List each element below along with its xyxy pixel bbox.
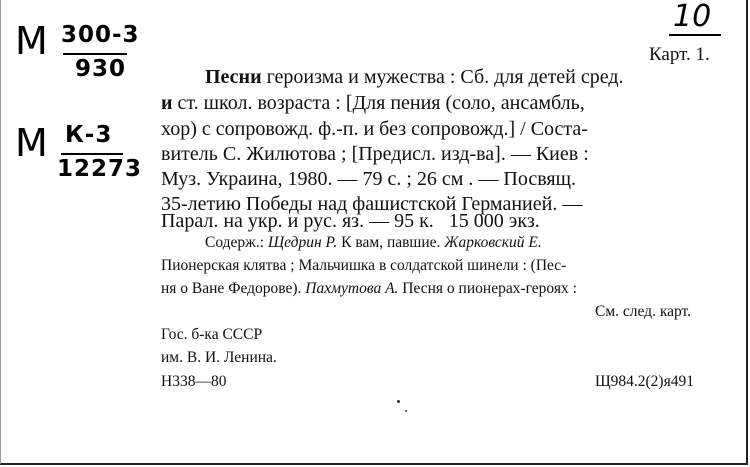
shelf-letter-2: М xyxy=(15,121,48,165)
library-line-2: им. В. И. Ленина. xyxy=(161,349,277,366)
contents-line-3 xyxy=(161,280,577,298)
library-line-1: Гос. б-ка СССР xyxy=(161,326,263,343)
entry-line-2-bold: и xyxy=(161,92,173,114)
fraction-line-1 xyxy=(63,53,127,55)
card-code: Н338—80 xyxy=(161,373,227,390)
entry-line-6: 35-летию Победы над фашистской Германией. — xyxy=(161,193,583,215)
entry-line-5: Муз. Украина, 1980. — 79 с. ; 26 см . — Посвящ. xyxy=(161,168,577,190)
entry-line-3: хор) с сопровожд. ф.-п. и без сопровожд.] / Соста- xyxy=(161,118,588,140)
contents-line-1 xyxy=(205,234,542,252)
card-label: Карт. 1. xyxy=(649,44,710,65)
shelf-code-bottom-1: 930 xyxy=(75,56,127,82)
contents-line-2: Пионерская клятва ; Мальчишка в солдатской шинели : (Пес- xyxy=(161,257,567,274)
entry-line-2 xyxy=(161,92,585,115)
ink-speck xyxy=(405,410,407,412)
contents-label: Содерж.: xyxy=(205,234,268,251)
shelf-letter-1: М xyxy=(15,19,48,63)
contents-work-1: К вам, павшие. xyxy=(337,234,445,251)
entry-heading: Песни xyxy=(205,66,262,88)
contents-author-1: Щедрин Р. xyxy=(267,234,338,251)
entry-line-2-text: ст. школ. возраста : [Для пения (соло, ансамбль, xyxy=(172,92,585,114)
contents-line-3-start: ня о Ване Федорове). xyxy=(161,280,306,297)
ink-speck xyxy=(397,400,400,403)
entry-line-1-text: героизма и мужества : Сб. для детей сред. xyxy=(261,66,624,88)
fraction-line-2 xyxy=(61,153,123,155)
contents-line-3-end: Песня о пионерах-героях : xyxy=(398,280,577,297)
contents-author-2: Жарковский Е. xyxy=(444,234,542,251)
see-next-card: См. след. карт. xyxy=(595,303,692,320)
contents-author-3: Пахмутова А. xyxy=(305,280,399,297)
shelf-code-top-2: К-3 xyxy=(65,122,113,148)
entry-line-4: витель С. Жилютова ; [Предисл. изд-ва]. — Киев : xyxy=(161,143,589,165)
shelf-code-bottom-2: 12273 xyxy=(57,156,143,182)
entry-line-7: Парал. на укр. и рус. яз. — 95 к. 15 000 экз. xyxy=(161,210,540,232)
classification-index: Щ984.2(2)я491 xyxy=(595,373,694,390)
entry-line-1 xyxy=(205,66,624,89)
shelf-code-top-1: 300-3 xyxy=(61,22,140,48)
page-number-underline xyxy=(669,34,721,36)
page-number: 10 xyxy=(673,0,712,34)
